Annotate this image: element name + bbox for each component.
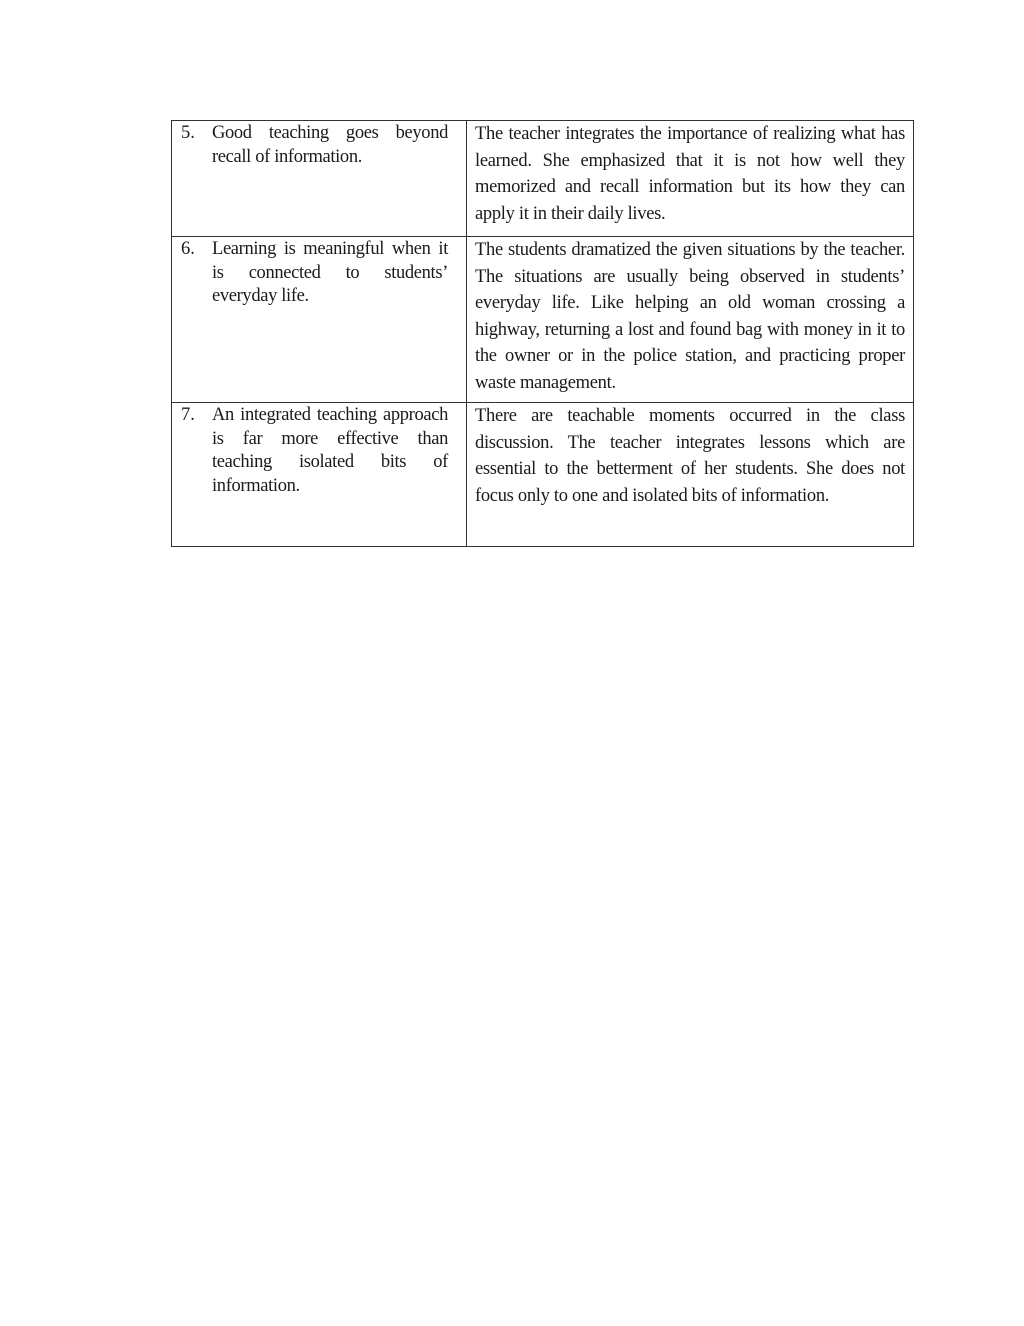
principle-cell [172,237,467,403]
table-row [172,121,914,237]
principle-text: An integrated teaching approach is far more effective than teaching isolated bits of information. [212,405,448,496]
principle-number: 6. [181,239,195,259]
table-row [172,403,914,547]
table-row [172,237,914,403]
principle-cell [172,121,467,237]
principle-number: 5. [181,123,195,143]
observation-cell: There are teachable moments occurred in the class discussion. The teacher integrates lessons which are essential to the betterment of her students. She does not focus only to one and isolated bits of information. [467,403,914,547]
principle-text: Good teaching goes beyond recall of information. [212,123,448,167]
principles-table [171,120,914,547]
observation-cell: The students dramatized the given situations by the teacher. The situations are usually being observed in students’ everyday life. Like helping an old woman crossing a highway, returning a lost and found bag with money in it to the owner or in the police station, and practicing proper waste management. [467,237,914,403]
principle-cell [172,403,467,547]
principle-number: 7. [181,405,195,425]
observation-cell: The teacher integrates the importance of realizing what has learned. She emphasized that it is not how well they memorized and recall information but its how they can apply it in their daily lives. [467,121,914,237]
principle-text: Learning is meaningful when it is connected to students’ everyday life. [212,239,448,306]
